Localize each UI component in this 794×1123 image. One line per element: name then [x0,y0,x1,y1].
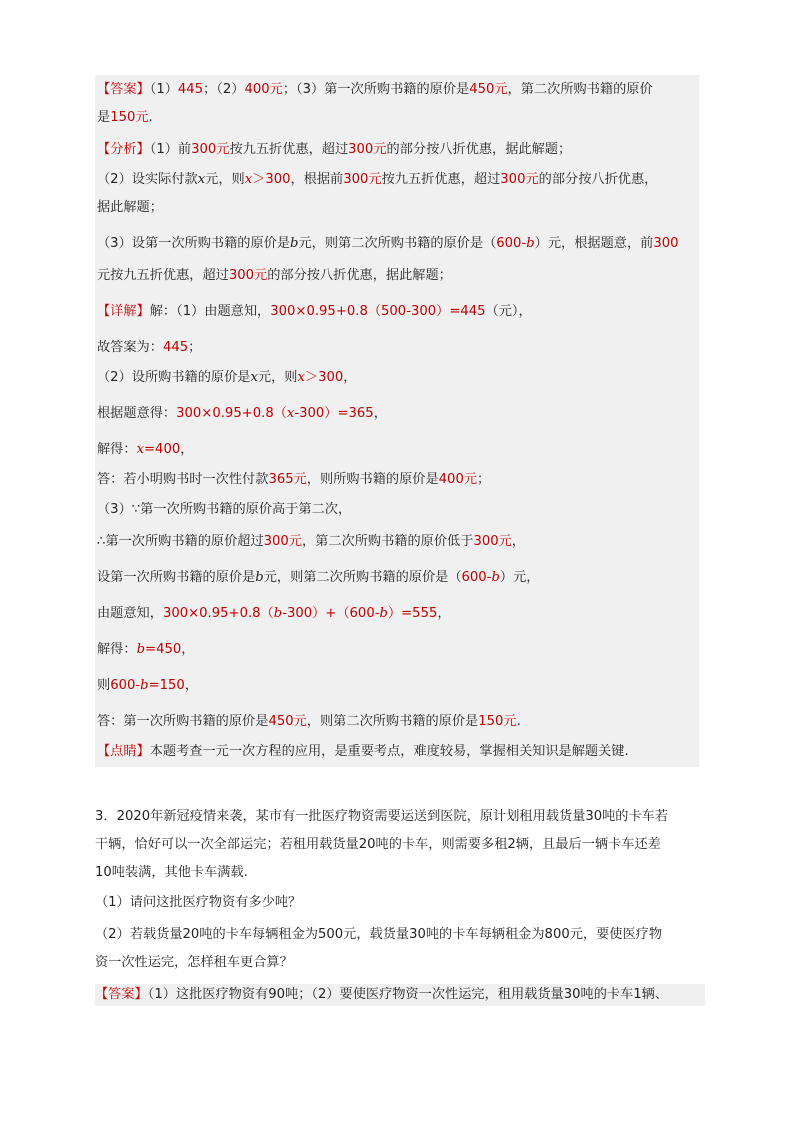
analysis-line-2: （2）设实际付款x元，则x＞300，根据前300元按九五折优惠，超过300元的部分按八折优惠， [97,172,658,187]
detail-line-7: （3）∵第一次所购书籍的原价高于第二次， [97,502,352,517]
detail-line-12: 则600-b=150， [97,678,198,693]
analysis-tag: 【分析】 [97,142,150,157]
detail-line-9: 设第一次所购书籍的原价是b元，则第二次所购书籍的原价是（600-b）元， [97,570,540,585]
detail-tag: 【详解】 [97,304,150,319]
comment-tag: 【点睛】 [97,744,150,759]
answer-line-2: 是150元. [97,110,153,125]
analysis-line-1: 【分析】（1）前300元按九五折优惠，超过300元的部分按八折优惠，据此解题； [97,142,572,157]
answer-line-1: 【答案】（1）445；（2）400元；（3）第一次所购书籍的原价是450元，第二次所购书籍的原价 [97,82,653,97]
detail-line-2: 故答案为：445； [97,340,202,355]
problem-3-line-2: 干辆，恰好可以一次全部运完；若租用载货量20吨的卡车，则需要多租2辆，且最后一辆卡车还差 [95,837,661,852]
problem-3-answer: 【答案】（1）这批医疗物资有90吨；（2）要使医疗物资一次性运完，租用载货量30吨的卡车1辆、 [95,984,705,1006]
analysis-line-5: 元按九五折优惠，超过300元的部分按八折优惠，据此解题； [97,268,452,283]
detail-line-3: （2）设所购书籍的原价是x元，则x＞300， [97,370,357,385]
detail-line-13: 答：第一次所购书籍的原价是450元，则第二次所购书籍的原价是150元. [97,714,521,729]
detail-line-8: ∴第一次所购书籍的原价超过300元，第二次所购书籍的原价低于300元， [97,534,525,549]
problem-3-line-1: 3．2020年新冠疫情来袭，某市有一批医疗物资需要运送到医院，原计划租用载货量30吨的卡车若 [95,809,669,824]
analysis-line-4: （3）设第一次所购书籍的原价是b元，则第二次所购书籍的原价是（600-b）元，根据题意，前300 [97,236,679,251]
detail-line-10: 由题意知，300×0.95+0.8（b-300）+（600-b）=555， [97,606,451,621]
question-2-line-2: 资一次性运完，怎样租车更合算？ [95,955,293,970]
detail-line-1: 【详解】解：（1）由题意知，300×0.95+0.8（500-300）=445（元）， [97,304,532,319]
solution-block [95,75,699,767]
answer-tag: 【答案】 [97,82,150,97]
detail-line-5: 解得：x=400， [97,442,194,457]
question-1: （1）请问这批医疗物资有多少吨？ [95,895,302,910]
problem-3-line-3: 10吨装满，其他卡车满载. [95,865,248,880]
answer-tag-3: 【答案】 [95,987,148,1002]
analysis-line-3: 据此解题； [97,200,163,215]
comment-line: 【点睛】本题考查一元一次方程的应用，是重要考点，难度较易，掌握相关知识是解题关键. [97,744,629,759]
problem-3 [95,806,705,1006]
detail-line-6: 答：若小明购书时一次性付款365元，则所购书籍的原价是400元； [97,472,491,487]
question-2-line-1: （2）若载货量20吨的卡车每辆租金为500元，载货量30吨的卡车每辆租金为800元，要使医疗物 [95,927,663,942]
detail-line-4: 根据题意得：300×0.95+0.8（x-300）=365， [97,406,387,421]
detail-line-11: 解得：b=450， [97,642,195,657]
